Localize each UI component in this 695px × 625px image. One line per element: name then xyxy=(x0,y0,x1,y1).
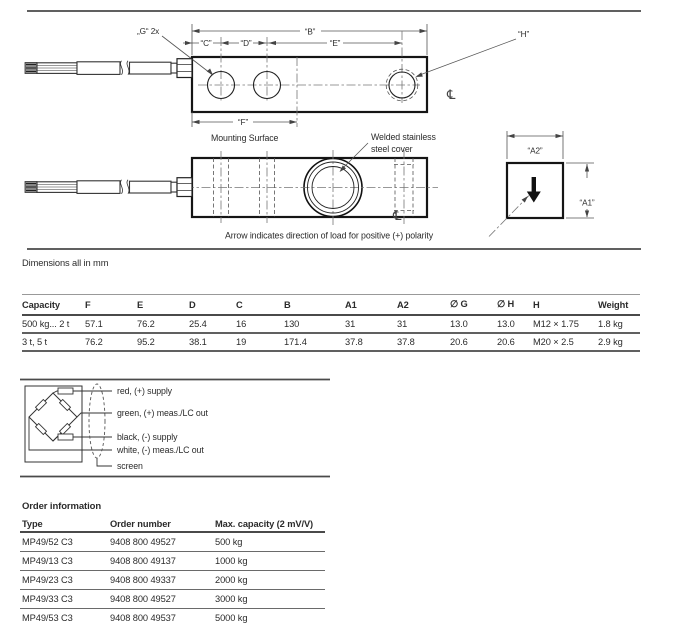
wire-label-white: white, (-) meas./LC out xyxy=(117,445,204,455)
table-row xyxy=(20,571,325,590)
table-header-row xyxy=(22,295,640,316)
table-cell: MP49/33 C3 xyxy=(20,590,108,609)
welded-cover-label-1: Welded stainless xyxy=(371,132,436,142)
table-cell: M12 × 1.75 xyxy=(533,315,598,333)
order-table xyxy=(20,516,325,625)
table-row xyxy=(20,532,325,552)
table-cell: 76.2 xyxy=(137,315,189,333)
table-cell: MP49/13 C3 xyxy=(20,552,108,571)
load-arrow-shaft xyxy=(532,177,536,192)
table-cell: 25.4 xyxy=(189,315,236,333)
dim-b-label: “B” xyxy=(304,27,316,37)
table-cell: 13.0 xyxy=(450,315,497,333)
table-cell: 16 xyxy=(236,315,284,333)
column-header: A2 xyxy=(397,295,450,316)
wire-label-green: green, (+) meas./LC out xyxy=(117,408,208,418)
table-cell: MP49/23 C3 xyxy=(20,571,108,590)
column-header: C xyxy=(236,295,284,316)
wiring-diagram xyxy=(0,372,695,484)
column-header: A1 xyxy=(345,295,397,316)
table-cell: 9408 800 49137 xyxy=(108,552,213,571)
column-header: ∅ G xyxy=(450,295,497,316)
table-cell: 76.2 xyxy=(85,333,137,351)
table-header-row xyxy=(20,516,325,532)
table-cell: 20.6 xyxy=(497,333,533,351)
cable-screen xyxy=(89,384,105,458)
table-row xyxy=(22,333,640,351)
table-cell: 31 xyxy=(345,315,397,333)
table-cell: 2.9 kg xyxy=(598,333,640,351)
table-cell: 9408 800 49527 xyxy=(108,532,213,552)
column-header: Max. capacity (2 mV/V) xyxy=(213,516,325,532)
table-cell: 130 xyxy=(284,315,345,333)
table-row xyxy=(20,590,325,609)
centerline-symbol-side: ℄ xyxy=(393,209,402,224)
dim-f-label: “F” xyxy=(237,117,249,127)
load-cell-drawing xyxy=(0,0,695,256)
table-row xyxy=(22,315,640,333)
side-view xyxy=(25,132,438,241)
table-cell: 20.6 xyxy=(450,333,497,351)
table-cell: 3000 kg xyxy=(213,590,325,609)
table-cell: MP49/53 C3 xyxy=(20,609,108,625)
table-cell: 37.8 xyxy=(345,333,397,351)
column-header: H xyxy=(533,295,598,316)
table-row xyxy=(20,609,325,625)
mounting-surface-label: Mounting Surface xyxy=(211,133,279,143)
table-cell: 57.1 xyxy=(85,315,137,333)
load-direction-note: Arrow indicates direction of load for positive (+) polarity xyxy=(225,230,434,241)
table-cell: 2000 kg xyxy=(213,571,325,590)
table-cell: 5000 kg xyxy=(213,609,325,625)
column-header: Capacity xyxy=(22,295,85,316)
column-header: F xyxy=(85,295,137,316)
column-header: Order number xyxy=(108,516,213,532)
column-header: D xyxy=(189,295,236,316)
top-view xyxy=(25,24,529,143)
dim-a2-label: “A2” xyxy=(527,146,543,156)
table-cell: M20 × 2.5 xyxy=(533,333,598,351)
dim-e-label: “E” xyxy=(329,38,341,48)
column-header: B xyxy=(284,295,345,316)
load-cell-body-top xyxy=(192,57,427,112)
bridge-circuit xyxy=(25,384,112,466)
wire-label-screen: screen xyxy=(117,461,143,471)
table-cell: 9408 800 49337 xyxy=(108,571,213,590)
table-row xyxy=(20,552,325,571)
column-header: E xyxy=(137,295,189,316)
table-cell: 95.2 xyxy=(137,333,189,351)
table-cell: 37.8 xyxy=(397,333,450,351)
dim-a1-label: “A1” xyxy=(579,198,595,208)
wire-label-red: red, (+) supply xyxy=(117,386,172,396)
table-cell: 500 kg... 2 t xyxy=(22,315,85,333)
table-cell: 500 kg xyxy=(213,532,325,552)
centerline-symbol-top: ℄ xyxy=(447,88,456,103)
dim-d-label: “D” xyxy=(240,38,252,48)
dim-h-label: “H” xyxy=(518,30,530,39)
table-cell: 1000 kg xyxy=(213,552,325,571)
table-cell: 13.0 xyxy=(497,315,533,333)
dimensions-note: Dimensions all in mm xyxy=(22,258,109,268)
end-view xyxy=(489,131,595,237)
dim-c-label: “C” xyxy=(200,38,212,48)
welded-cover-label-2: steel cover xyxy=(371,144,413,154)
table-cell: 1.8 kg xyxy=(598,315,640,333)
table-cell: 171.4 xyxy=(284,333,345,351)
table-cell: 19 xyxy=(236,333,284,351)
table-cell: 9408 800 49527 xyxy=(108,590,213,609)
table-cell: 38.1 xyxy=(189,333,236,351)
column-header: ∅ H xyxy=(497,295,533,316)
wire-label-black: black, (-) supply xyxy=(117,432,178,442)
table-cell: MP49/52 C3 xyxy=(20,532,108,552)
table-cell: 9408 800 49537 xyxy=(108,609,213,625)
table-cell: 3 t, 5 t xyxy=(22,333,85,351)
dim-g-label: „G“ 2x xyxy=(137,27,160,36)
dimensions-table xyxy=(22,294,640,352)
table-cell: 31 xyxy=(397,315,450,333)
column-header: Weight xyxy=(598,295,640,316)
order-info-title: Order information xyxy=(22,501,102,512)
column-header: Type xyxy=(20,516,108,532)
